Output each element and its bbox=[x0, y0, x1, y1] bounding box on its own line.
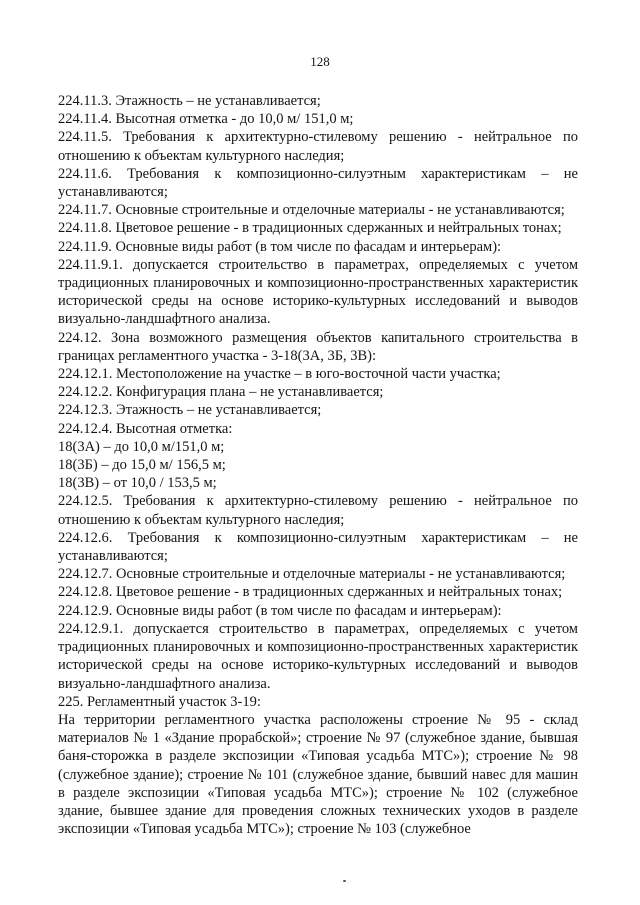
paragraph-224-12-8: 224.12.8. Цветовое решение - в традиционных сдержанных и нейтральных тонах; bbox=[58, 584, 563, 601]
paragraph-224-12-3: 224.12.3. Этажность – не устанавливается; bbox=[58, 402, 322, 419]
paragraph-224-12-9-1: 224.12.9.1. допускается строительство в параметрах, определяемых с учетом традиционных планировочных и композиционно-пространственных характеристик исторической среды на основе историко-культурных исследований и выводов визуально-ландшафтного анализа. bbox=[58, 620, 578, 692]
paragraph-224-12-4: 224.12.4. Высотная отметка: bbox=[58, 420, 233, 437]
paragraph-224-12-7: 224.12.7. Основные строительные и отделочные материалы - не устанавливаются; bbox=[58, 566, 566, 583]
paragraph-224-11-8: 224.11.8. Цветовое решение - в традиционных сдержанных и нейтральных тонах; bbox=[58, 220, 562, 237]
paragraph-224-11-7: 224.11.7. Основные строительные и отделочные материалы - не устанавливаются; bbox=[58, 202, 565, 219]
paragraph-height-3v: 18(3В) – от 10,0 / 153,5 м; bbox=[58, 475, 217, 492]
paragraph-224-12: 224.12. Зона возможного размещения объектов капитального строительства в границах регламентного участка - 3-18(3А, 3Б, 3В): bbox=[58, 329, 578, 364]
paragraph-height-3b: 18(3Б) – до 15,0 м/ 156,5 м; bbox=[58, 457, 226, 474]
document-body bbox=[58, 92, 578, 838]
paragraph-224-12-1: 224.12.1. Местоположение на участке – в юго-восточной части участка; bbox=[58, 366, 501, 383]
paragraph-225: 225. Регламентный участок 3-19: bbox=[58, 693, 261, 710]
paragraph-225-description: На территории регламентного участка расположены строение № 95 - склад материалов № 1 «Здание прорабской»; строение № 97 (служебное здание, бывшая баня-сторожка в разделе экспозиции «Типовая усадьба МТС»); строение № 98 (служебное здание); строение № 101 (служебное здание, бывший навес для машин в разделе экспозиции «Типовая усадьба МТС»); строение № 102 (служебное здание, бывшее здание для проведения сложных технических уходов в разделе экспозиции «Типовая усадьба МТС»); строение № 103 (служебное bbox=[58, 711, 578, 838]
paragraph-224-12-2: 224.12.2. Конфигурация плана – не устанавливается; bbox=[58, 384, 384, 401]
paragraph-224-12-9: 224.12.9. Основные виды работ (в том числе по фасадам и интерьерам): bbox=[58, 602, 502, 619]
paragraph-224-12-6: 224.12.6. Требования к композиционно-силуэтным характеристикам – не устанавливаются; bbox=[58, 529, 578, 565]
paragraph-224-11-5: 224.11.5. Требования к архитектурно-стилевому решению - нейтральное по отношению к объектам культурного наследия; bbox=[58, 129, 578, 164]
paragraph-224-12-5: 224.12.5. Требования к архитектурно-стилевому решению - нейтральное по отношению к объектам культурного наследия; bbox=[58, 493, 578, 528]
paragraph-224-11-9-1: 224.11.9.1. допускается строительство в параметрах, определяемых с учетом традиционных планировочных и композиционно-пространственных характеристик исторической среды на основе историко-культурных исследований и выводов визуально-ландшафтного анализа. bbox=[58, 256, 578, 328]
paragraph-224-11-9: 224.11.9. Основные виды работ (в том числе по фасадам и интерьерам): bbox=[58, 238, 502, 255]
paragraph-height-3a: 18(3А) – до 10,0 м/151,0 м; bbox=[58, 438, 225, 455]
scan-artifact-mark bbox=[343, 880, 346, 882]
paragraph-224-11-4: 224.11.4. Высотная отметка - до 10,0 м/ 151,0 м; bbox=[58, 111, 354, 128]
paragraph-224-11-6: 224.11.6. Требования к композиционно-силуэтным характеристикам – не устанавливаются; bbox=[58, 165, 578, 201]
page-number: 128 bbox=[310, 54, 330, 69]
paragraph-224-11-3: 224.11.3. Этажность – не устанавливается; bbox=[58, 93, 321, 109]
